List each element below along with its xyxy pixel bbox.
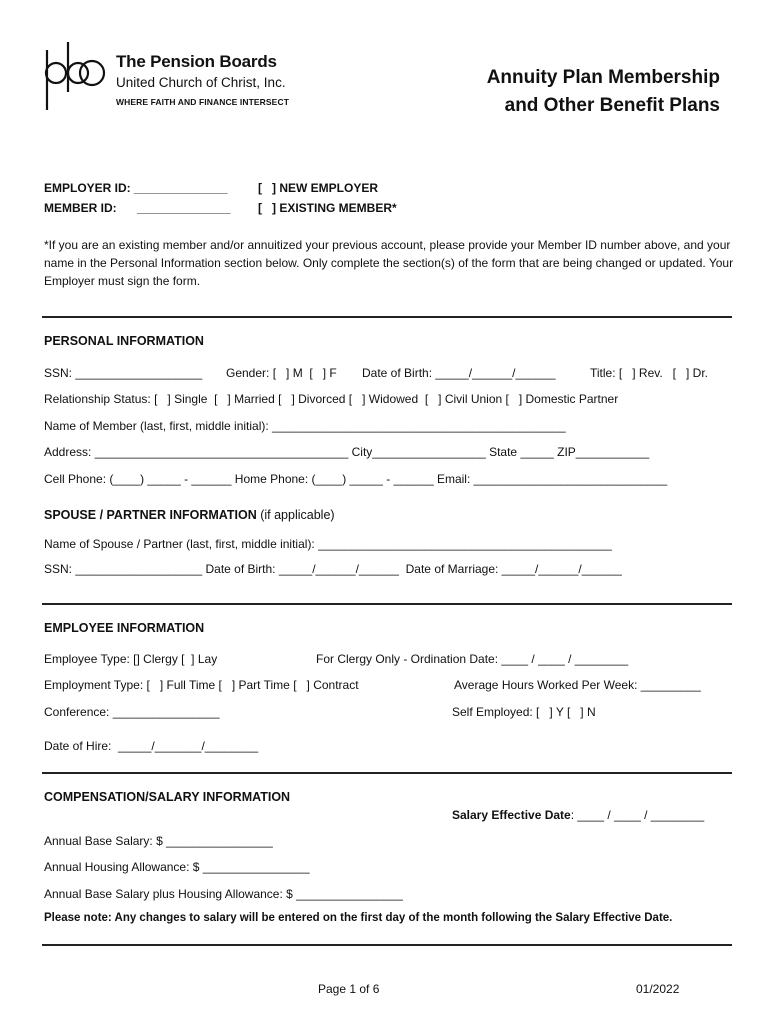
compensation-heading: COMPENSATION/SALARY INFORMATION (44, 790, 291, 804)
address-field[interactable]: Address: ______________________________________ City_________________ State _____ ZIP___________ (44, 445, 650, 459)
spouse-heading-note: (if applicable) (256, 508, 335, 522)
member-name-field[interactable]: Name of Member (last, first, middle initial): ____________________________________________ (44, 419, 566, 433)
gender-checkboxes[interactable]: Gender: [ ] M [ ] F (226, 366, 337, 380)
date-of-hire-field[interactable]: Date of Hire: _____/_______/________ (44, 739, 259, 753)
employee-type-checkboxes[interactable]: Employee Type: [] Clergy [ ] Lay (44, 652, 218, 666)
personal-info-heading: PERSONAL INFORMATION (44, 334, 204, 348)
document-title (487, 64, 720, 120)
employer-id-field[interactable]: EMPLOYER ID: ______________ (44, 181, 228, 195)
section-divider (42, 772, 732, 774)
org-tagline: WHERE FAITH AND FINANCE INTERSECT (116, 97, 289, 107)
spouse-info-heading (44, 508, 335, 522)
salary-effective-label: Salary Effective Date (452, 808, 571, 822)
housing-allowance-field[interactable]: Annual Housing Allowance: $ ________________ (44, 860, 310, 874)
salary-effective-date-field[interactable] (452, 808, 704, 822)
member-id-label: MEMBER ID: (44, 201, 117, 215)
ordination-date-field[interactable]: For Clergy Only - Ordination Date: ____ / ____ / ________ (316, 652, 629, 666)
base-plus-housing-field[interactable]: Annual Base Salary plus Housing Allowance: $ ________________ (44, 887, 403, 901)
spouse-ssn-dates-field[interactable]: SSN: ___________________ Date of Birth: _____/______/______ Date of Marriage: _____/______/______ (44, 562, 622, 576)
pension-boards-logo (42, 40, 108, 114)
form-revision-date: 01/2022 (636, 982, 680, 996)
member-id-field[interactable]: ______________ (137, 201, 231, 215)
employee-info-heading: EMPLOYEE INFORMATION (44, 621, 205, 635)
phone-email-field[interactable]: Cell Phone: (____) _____ - ______ Home Phone: (____) _____ - ______ Email: _____________________________ (44, 472, 668, 486)
title-line-2: and Other Benefit Plans (504, 95, 720, 116)
section-divider (42, 603, 732, 605)
existing-member-note: *If you are an existing member and/or annuitized your previous account, please provide your Member ID number above, and your name in the Personal Information section below. Only complete the section(s) of the form that are being changed or updated. Your Employer must sign the form. (44, 238, 734, 288)
relationship-status-checkboxes[interactable]: Relationship Status: [ ] Single [ ] Married [ ] Divorced [ ] Widowed [ ] Civil Union [ ] Domestic Partner (44, 392, 619, 406)
date-of-birth-field[interactable]: Date of Birth: _____/______/______ (362, 366, 556, 380)
new-employer-checkbox[interactable]: [ ] NEW EMPLOYER (258, 181, 378, 195)
spouse-heading-text: SPOUSE / PARTNER INFORMATION (44, 508, 257, 522)
section-divider (42, 944, 732, 946)
salary-change-note: Please note: Any changes to salary will be entered on the first day of the month following the Salary Effective Date. (44, 912, 673, 924)
org-name: The Pension Boards (116, 52, 277, 71)
title-line-1: Annuity Plan Membership (486, 67, 720, 88)
title-checkboxes[interactable]: Title: [ ] Rev. [ ] Dr. (590, 366, 709, 380)
annual-base-salary-field[interactable]: Annual Base Salary: $ ________________ (44, 834, 273, 848)
conference-field[interactable]: Conference: ________________ (44, 705, 220, 719)
hours-per-week-field[interactable]: Average Hours Worked Per Week: _________ (454, 678, 701, 692)
existing-member-checkbox[interactable]: [ ] EXISTING MEMBER* (258, 201, 397, 215)
section-divider (42, 316, 732, 318)
ssn-field[interactable]: SSN: ___________________ (44, 366, 203, 380)
org-subtitle: United Church of Christ, Inc. (116, 75, 286, 90)
page-number: Page 1 of 6 (318, 982, 380, 996)
salary-effective-blank[interactable]: : ____ / ____ / ________ (570, 808, 705, 822)
self-employed-checkboxes[interactable]: Self Employed: [ ] Y [ ] N (452, 705, 596, 719)
employment-type-checkboxes[interactable]: Employment Type: [ ] Full Time [ ] Part Time [ ] Contract (44, 678, 359, 692)
spouse-name-field[interactable]: Name of Spouse / Partner (last, first, middle initial): ____________________________________________ (44, 537, 612, 551)
